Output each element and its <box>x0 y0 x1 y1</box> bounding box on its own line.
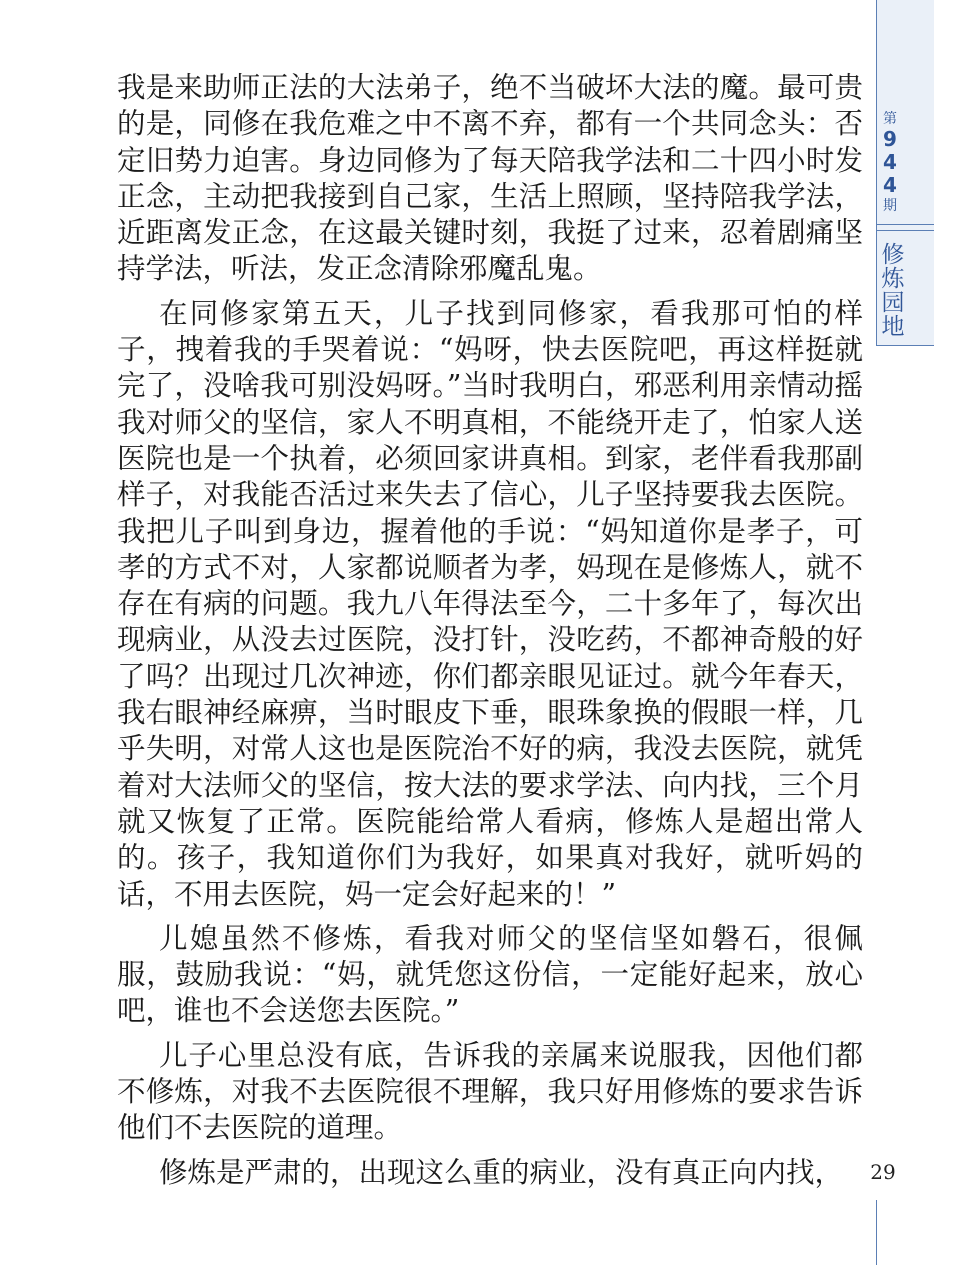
tab-divider <box>876 224 934 225</box>
section-char: 地 <box>881 314 905 340</box>
paragraph: 在同修家第五天，儿子找到同修家，看我那可怕的样子，拽着我的手哭着说：“妈呀，快去医院吧，再这样挺就完了，没啥我可别没妈呀。”当时我明白，邪恶利用亲情动摇我对师父的坚信，家人不明真相，不能绕开走了，怕家人送医院也是一个执着，必须回家讲真相。到家，老伴看我那副样子，对我能否活过来失去了信心，儿子坚持要我去医院。我把儿子叫到身边，握着他的手说：“妈知道你是孝子，可孝的方式不对，人家都说顺者为孝，妈现在是修炼人，就不存在有病的问题。我九八年得法至今，二十多年了，每次出现病业，从没去过医院，没打针，没吃药，不都神奇般的好了吗？出现过几次神迹，你们都亲眼见证过。就今年春天，我右眼神经麻痹，当时眼皮下垂，眼珠象换的假眼一样，几乎失明，对常人这也是医院治不好的病，我没去医院，就凭着对大法师父的坚信，按大法的要求学法、向内找，三个月就又恢复了正常。医院能给常人看病，修炼人是超出常人的。孩子，我知道你们为我好，如果真对我好，就听妈的话，不用去医院，妈一定会好起来的！” <box>117 296 863 911</box>
tab-divider <box>876 230 934 231</box>
article-body <box>117 70 863 1199</box>
issue-suffix: 期 <box>883 198 897 214</box>
paragraph: 修炼是严肃的，出现这么重的病业，没有真正向内找， <box>159 1155 844 1189</box>
page-number: 29 <box>870 1160 896 1184</box>
section-char: 炼 <box>881 266 905 292</box>
paragraph: 儿子心里总没有底，告诉我的亲属来说服我，因他们都不修炼，对我不去医院很不理解，我只好用修炼的要求告诉他们不去医院的道理。 <box>117 1038 863 1145</box>
tab-divider <box>876 345 934 346</box>
issue-prefix: 第 <box>883 111 897 127</box>
section-char: 园 <box>881 290 905 316</box>
paragraph: 我是来助师正法的大法弟子，绝不当破坏大法的魔。最可贵的是，同修在我危难之中不离不弃，都有一个共同念头：否定旧势力迫害。身边同修为了每天陪我学法和二十四小时发正念，主动把我接到自己家，生活上照顾，坚持陪我学法，近距离发正念，在这最关键时刻，我挺了过来，忍着剧痛坚持学法，听法，发正念清除邪魔乱鬼。 <box>117 71 863 286</box>
issue-digit: 9 <box>883 127 897 151</box>
side-rule-bottom <box>876 1200 877 1265</box>
paragraph: 儿媳虽然不修炼，看我对师父的坚信坚如磐石，很佩服，鼓励我说：“妈，就凭您这份信，一定能好起来，放心吧，谁也不会送您去医院。” <box>117 921 863 1028</box>
issue-digit: 4 <box>883 173 897 197</box>
issue-digit: 4 <box>883 150 897 174</box>
section-char: 修 <box>881 242 905 268</box>
section-title <box>879 243 907 339</box>
issue-number <box>876 110 904 215</box>
